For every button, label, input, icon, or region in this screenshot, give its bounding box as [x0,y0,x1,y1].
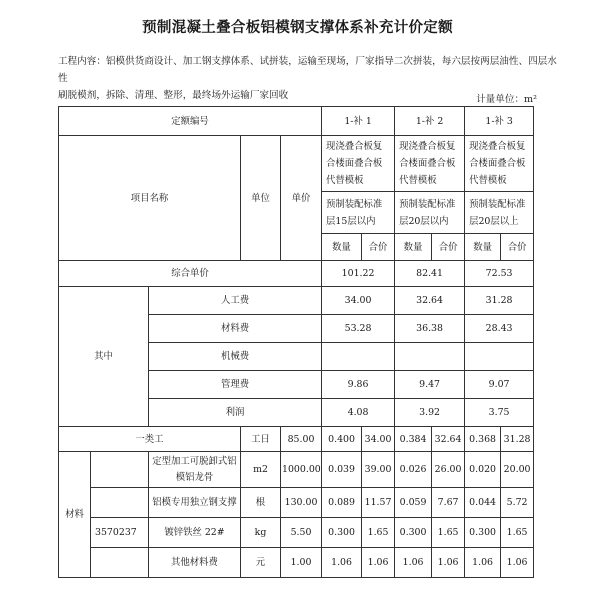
material-price: 130.00 [281,488,322,518]
cost-row-labor [59,287,534,315]
cost-label-management: 管理费 [149,371,322,399]
cost-material-3: 28.43 [465,315,534,343]
work-content-line-2: 刷脱模剂，拆除、清理、整形，最终场外运输厂家回收 [58,90,289,101]
cost-label-machinery: 机械费 [149,343,322,371]
desc-1: 现浇叠合板复合楼面叠合板代替模板 [322,136,395,192]
material-unit: 元 [241,548,281,578]
material-qty-3: 0.020 [465,452,501,488]
material-price: 1000.00 [281,452,322,488]
spec-1: 预制装配标准层15层以内 [322,192,395,234]
material-qty-3: 1.06 [465,548,501,578]
material-name: 铝模专用独立钢支撑 [149,488,241,518]
cost-material-2: 36.38 [395,315,465,343]
quota-code-3: 1-补 3 [465,107,534,136]
item-name-header: 项目名称 [59,136,241,261]
material-name: 镀锌铁丝 22# [149,518,241,548]
material-qty-2: 1.06 [395,548,432,578]
labor-row [59,427,534,452]
material-unit: m2 [241,452,281,488]
material-qty-2: 0.059 [395,488,432,518]
cost-profit-3: 3.75 [465,399,534,427]
material-code [91,488,149,518]
material-qty-3: 0.044 [465,488,501,518]
material-total-3: 1.06 [501,548,534,578]
desc-2: 现浇叠合板复合楼面叠合板代替模板 [395,136,465,192]
material-total-3: 20.00 [501,452,534,488]
labor-total-3: 31.28 [501,427,534,452]
labor-qty-1: 0.400 [322,427,362,452]
cost-labor-3: 31.28 [465,287,534,315]
total-header-1: 合价 [362,234,395,261]
material-name: 其他材料费 [149,548,241,578]
spec-2: 预制装配标准层20层以内 [395,192,465,234]
material-qty-2: 0.026 [395,452,432,488]
qty-header-3: 数量 [465,234,501,261]
material-row-galvanized-wire [59,518,534,548]
labor-unit: 工日 [241,427,281,452]
labor-name: 一类工 [59,427,241,452]
material-total-2: 1.06 [432,548,465,578]
composite-price-1: 101.22 [322,261,395,287]
cost-machinery-1 [322,343,395,371]
material-row-steel-support [59,488,534,518]
qty-header-1: 数量 [322,234,362,261]
quota-code-label: 定额编号 [59,107,322,136]
quota-code-row [59,107,534,136]
cost-management-3: 9.07 [465,371,534,399]
cost-machinery-3 [465,343,534,371]
unit-note: 计量单位：m² [476,94,537,105]
material-price: 1.00 [281,548,322,578]
material-row-aluminum-keel [59,452,534,488]
material-total-1: 1.65 [362,518,395,548]
of-which-label: 其中 [59,287,149,427]
cost-label-material: 材料费 [149,315,322,343]
spec-3: 预制装配标准层20层以上 [465,192,534,234]
composite-price-3: 72.53 [465,261,534,287]
desc-3: 现浇叠合板复合楼面叠合板代替模板 [465,136,534,192]
materials-label: 材料 [59,452,91,578]
material-total-1: 1.06 [362,548,395,578]
material-unit: 根 [241,488,281,518]
material-qty-1: 0.300 [322,518,362,548]
material-total-1: 39.00 [362,452,395,488]
cost-labor-1: 34.00 [322,287,395,315]
labor-total-2: 32.64 [432,427,465,452]
quota-code-1: 1-补 1 [322,107,395,136]
material-total-3: 5.72 [501,488,534,518]
material-total-2: 1.65 [432,518,465,548]
material-price: 5.50 [281,518,322,548]
composite-price-label: 综合单价 [59,261,322,287]
total-header-3: 合价 [501,234,534,261]
material-name: 定型加工可脱卸式铝模铝龙骨 [149,452,241,488]
cost-label-labor: 人工费 [149,287,322,315]
material-code: 3570237 [91,518,149,548]
material-qty-1: 0.039 [322,452,362,488]
cost-profit-2: 3.92 [395,399,465,427]
labor-qty-2: 0.384 [395,427,432,452]
material-qty-3: 0.300 [465,518,501,548]
page-title: 预制混凝土叠合板铝模钢支撑体系补充计价定额 [142,20,453,36]
cost-material-1: 53.28 [322,315,395,343]
unit-price-header: 单价 [281,136,322,261]
cost-labor-2: 32.64 [395,287,465,315]
cost-management-2: 9.47 [395,371,465,399]
cost-machinery-2 [395,343,465,371]
material-qty-1: 1.06 [322,548,362,578]
composite-price-row [59,261,534,287]
material-qty-2: 0.300 [395,518,432,548]
labor-qty-3: 0.368 [465,427,501,452]
cost-management-1: 9.86 [322,371,395,399]
labor-total-1: 34.00 [362,427,395,452]
quota-code-2: 1-补 2 [395,107,465,136]
material-unit: kg [241,518,281,548]
description-row [59,136,534,192]
material-total-2: 26.00 [432,452,465,488]
total-header-2: 合价 [432,234,465,261]
composite-price-2: 82.41 [395,261,465,287]
material-row-other [59,548,534,578]
material-code [91,548,149,578]
material-total-1: 11.57 [362,488,395,518]
labor-price: 85.00 [281,427,322,452]
qty-header-2: 数量 [395,234,432,261]
cost-profit-1: 4.08 [322,399,395,427]
material-qty-1: 0.089 [322,488,362,518]
cost-label-profit: 利润 [149,399,322,427]
quota-table [58,106,534,578]
material-total-3: 1.65 [501,518,534,548]
material-total-2: 7.67 [432,488,465,518]
work-content-line-1: 工程内容：铝模供货商设计、加工钢支撑体系、试拼装，运输至现场，厂家指导二次拼装，每六层按两层油性、四层水性 [58,56,557,84]
unit-header: 单位 [241,136,281,261]
material-code [91,452,149,488]
